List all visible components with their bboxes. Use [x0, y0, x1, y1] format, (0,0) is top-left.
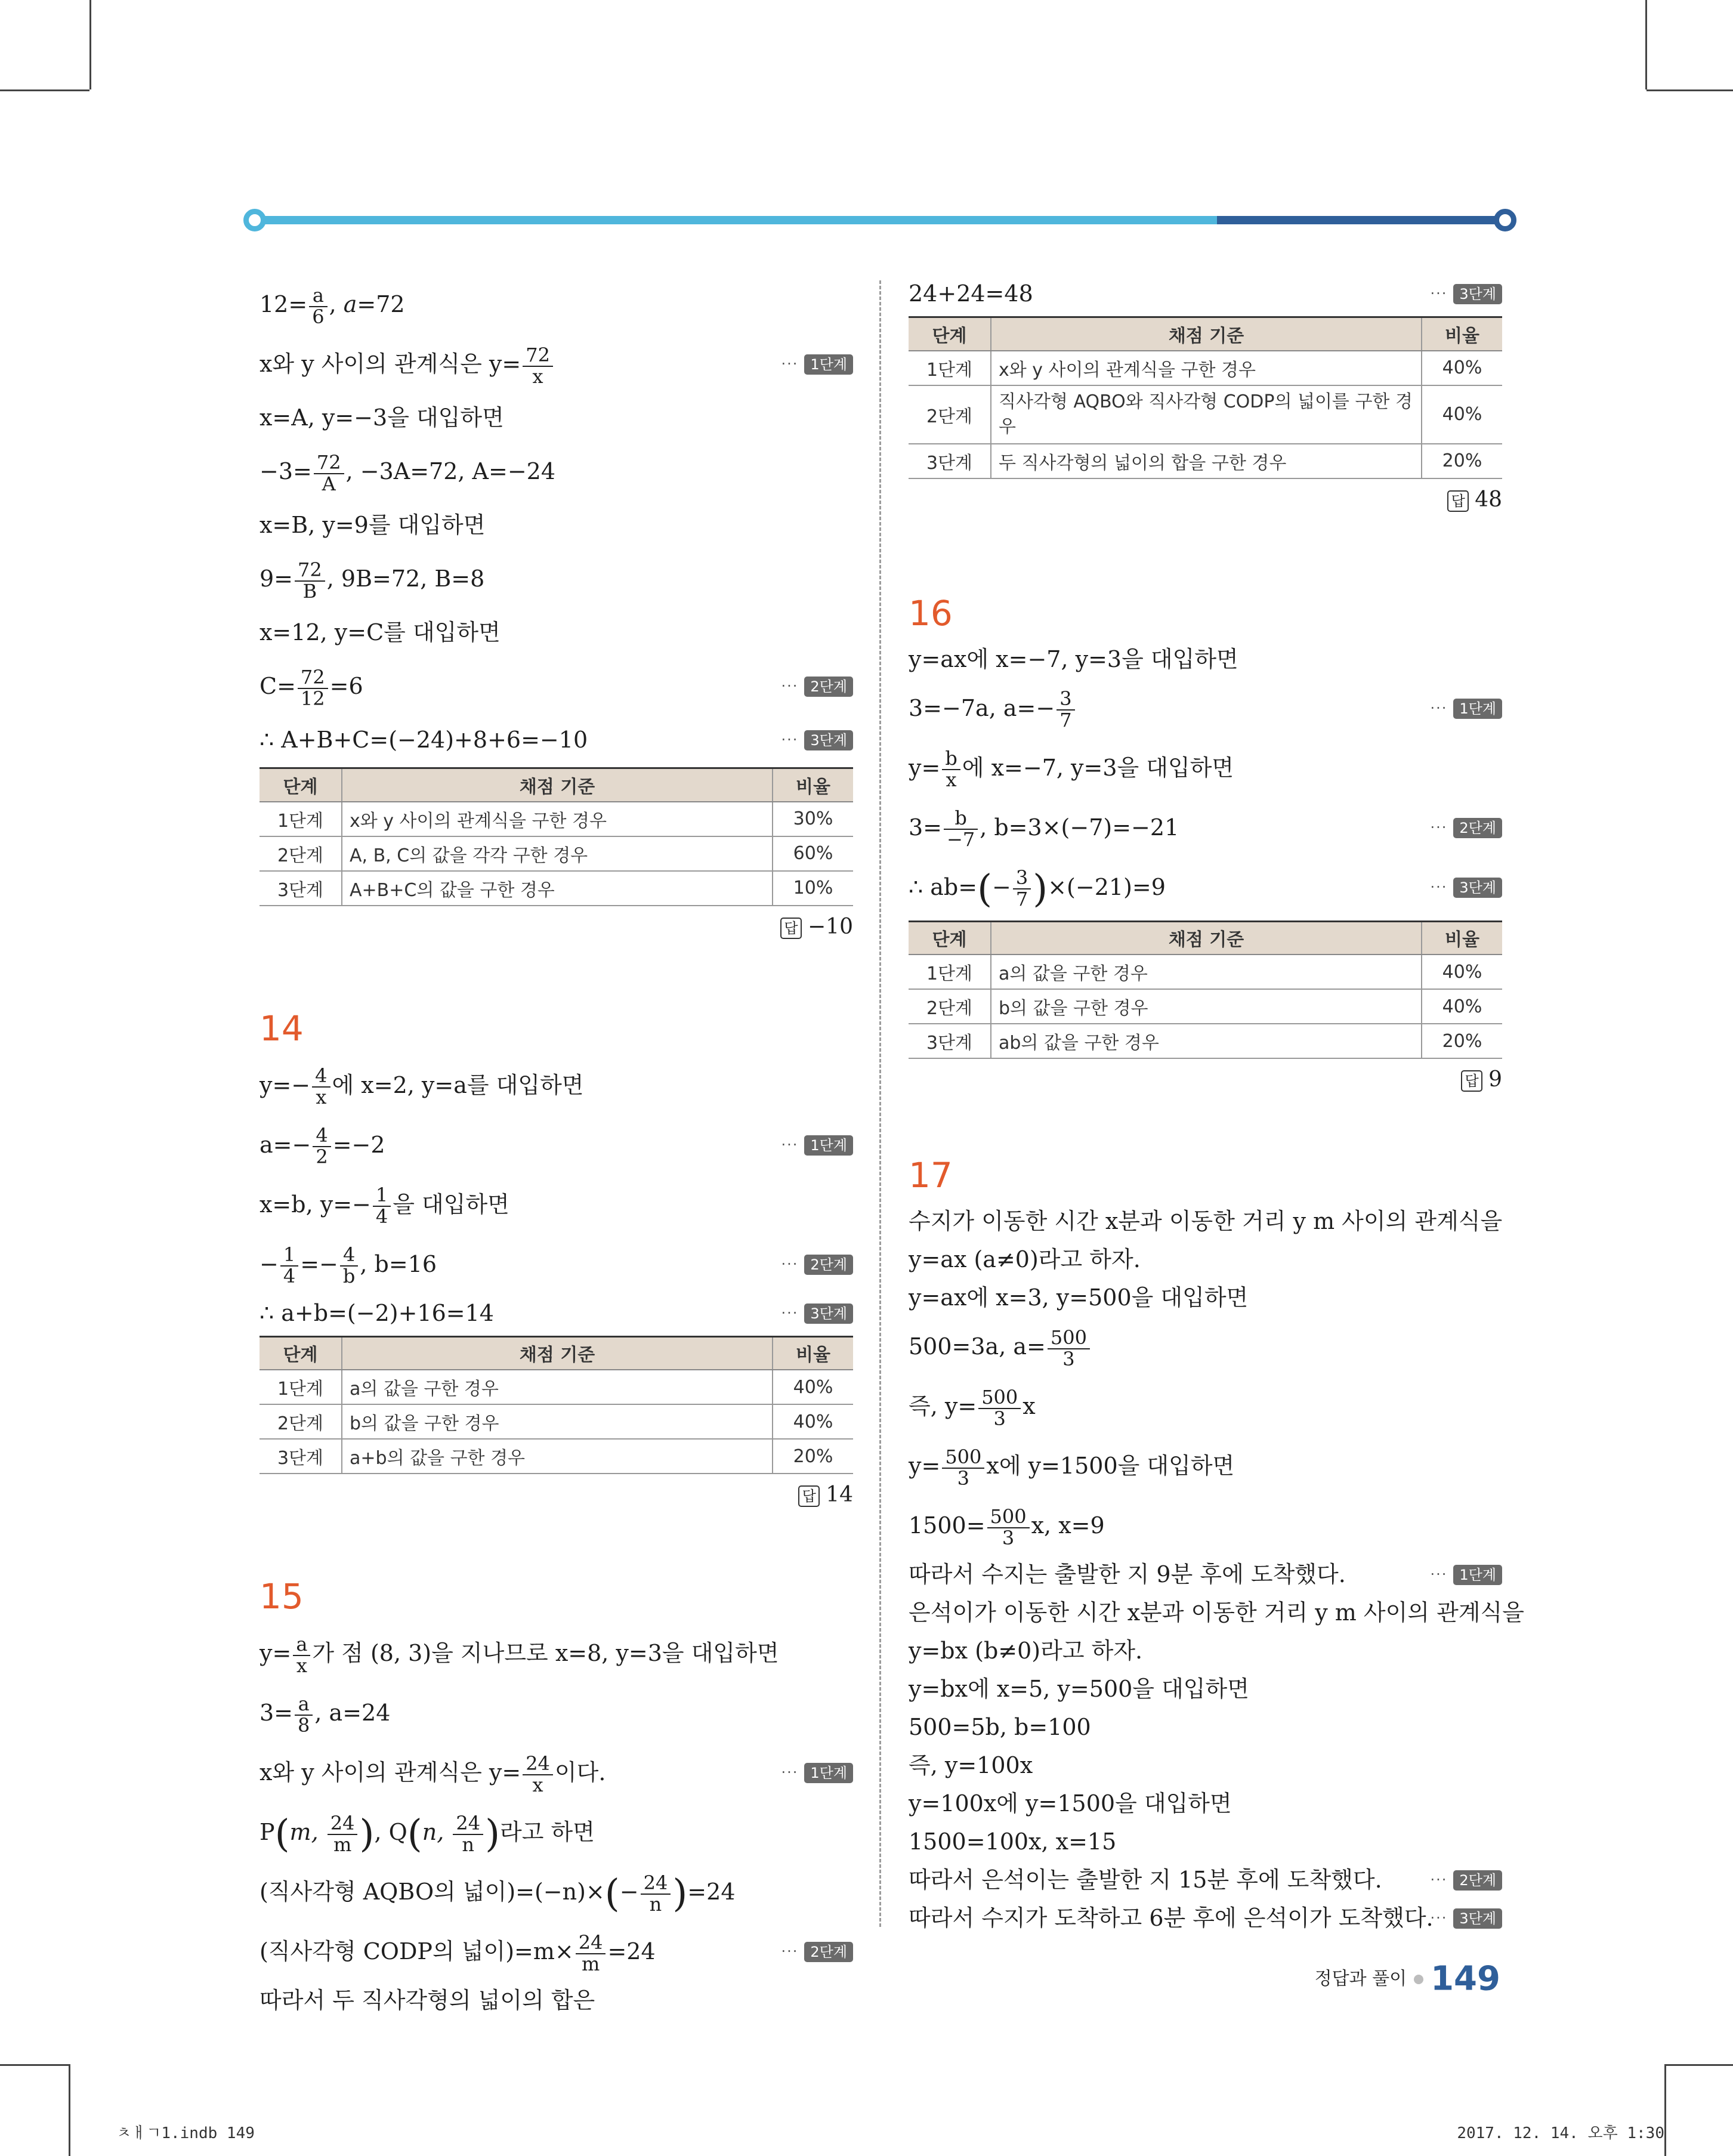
crop-mark	[1664, 2064, 1666, 2156]
solution-line: a=− $\frac{4}{2}$ =−2 ··· 1단계	[260, 1115, 853, 1175]
stage-badge: ··· 2단계	[1430, 1869, 1502, 1891]
fraction: $\frac{a}{8}$	[295, 1694, 313, 1735]
problem-number: 17	[909, 1155, 953, 1196]
table-row: 3단계 A+B+C의 값을 구한 경우 10%	[260, 871, 853, 906]
solution-line: 따라서 수지가 도착하고 6분 후에 은석이가 도착했다. ··· 3단계	[909, 1899, 1502, 1937]
solution-line: 따라서 두 직사각형의 넓이의 합은	[260, 1987, 595, 2013]
stage-badge: ··· 3단계	[781, 729, 853, 750]
answer-icon: 답	[1447, 490, 1469, 512]
table-row: 1단계 x와 y 사이의 관계식을 구한 경우 30%	[260, 802, 853, 836]
fraction: $\frac{500}{3}$	[987, 1507, 1030, 1548]
print-slug-left: ㅊㅐㄱ1.indb 149	[116, 2124, 255, 2142]
problem-number: 14	[260, 1008, 304, 1049]
scoring-table: 단계 채점 기준 비율 1단계 a의 값을 구한 경우 40% 2단계 b의 값을 구한 경우 40% 3단계 a+b의 값을 구한 경우 20%	[260, 1336, 853, 1475]
stage-badge: ··· 3단계	[1430, 876, 1502, 898]
header-bar	[251, 216, 1509, 224]
fraction: $\frac{4}{x}$	[312, 1066, 330, 1107]
answer-icon: 답	[780, 918, 802, 939]
solution-line: 500=5b, b=100	[909, 1714, 1091, 1740]
stage-badge: ··· 1단계	[781, 1134, 853, 1156]
fraction: $\frac{24}{x}$	[523, 1754, 553, 1795]
solution-line: y=ax에 x=−7, y=3을 대입하면	[909, 645, 1238, 672]
fraction: $\frac{24}{m}$	[328, 1814, 358, 1855]
left-column	[260, 274, 853, 2019]
fraction: $\frac{3}{7}$	[1013, 868, 1031, 909]
solution-line: y=bx (b≠0)라고 하자.	[909, 1638, 1143, 1664]
answer-icon: 답	[798, 1485, 820, 1507]
fraction: $\frac{b}{x}$	[942, 749, 960, 790]
solution-line: 수지가 이동한 시간 x분과 이동한 거리 y m 사이의 관계식을	[909, 1208, 1503, 1234]
fraction: $\frac{4}{2}$	[313, 1126, 330, 1167]
fraction: $\frac{3}{7}$	[1057, 689, 1074, 730]
solution-line: x=A, y=−3을 대입하면	[260, 404, 504, 431]
table-row: 3단계 ab의 값을 구한 경우 20%	[909, 1024, 1502, 1058]
solution-line: 즉, y=100x	[909, 1752, 1033, 1778]
crop-mark	[1664, 2064, 1733, 2066]
solution-line: 12= $\frac{a}{6}$ , a=72	[260, 283, 405, 328]
crop-mark	[89, 0, 91, 89]
fraction: $\frac{500}{3}$	[942, 1447, 984, 1488]
solution-line: x와 y 사이의 관계식은 y= $\frac{24}{x}$ 이다. ··· 1단계	[260, 1743, 853, 1802]
table-row: 1단계 x와 y 사이의 관계식을 구한 경우 40%	[909, 351, 1502, 385]
answer-line: 답 48	[909, 479, 1502, 521]
print-slug-right: 2017. 12. 14. 오후 1:30	[1457, 2124, 1664, 2142]
fraction: $\frac{72}{12}$	[298, 668, 328, 709]
solution-line: y= $\frac{a}{x}$ 가 점 (8, 3)을 지나므로 x=8, y=3을 대입하면	[260, 1632, 779, 1677]
solution-line: 3= $\frac{a}{8}$ , a=24	[260, 1692, 391, 1737]
fraction: $\frac{a}{x}$	[293, 1635, 310, 1676]
fraction: $\frac{24}{n}$	[641, 1873, 671, 1914]
solution-line: ∴ A+B+C=(−24)+8+6=−10 ··· 3단계	[260, 716, 853, 764]
fraction: $\frac{24}{n}$	[453, 1814, 483, 1855]
page-footer	[1315, 1958, 1500, 2000]
solution-line: 따라서 은석이는 출발한 지 15분 후에 도착했다. ··· 2단계	[909, 1861, 1502, 1899]
solution-line: P(m, $\frac{24}{m}$ ), Q(n, $\frac{24}{n}$ )라고 하면	[260, 1811, 595, 1857]
table-row: 1단계 a의 값을 구한 경우 40%	[260, 1370, 853, 1404]
answer-line: 답 14	[260, 1474, 853, 1516]
fraction: $\frac{500}{3}$	[1048, 1328, 1090, 1369]
solution-line: y= $\frac{b}{x}$ 에 x=−7, y=3을 대입하면	[909, 747, 1234, 791]
solution-line: 24+24=48 ··· 3단계	[909, 274, 1502, 313]
solution-line: 1500= $\frac{500}{3}$ x, x=9	[909, 1505, 1105, 1549]
crop-mark	[0, 2064, 69, 2066]
table-row: 2단계 b의 값을 구한 경우 40%	[260, 1404, 853, 1439]
solution-line: y= $\frac{500}{3}$ x에 y=1500을 대입하면	[909, 1445, 1235, 1490]
fraction: $\frac{24}{m}$	[576, 1933, 606, 1974]
stage-badge: ··· 3단계	[1430, 1907, 1502, 1929]
answer-line: 답 −10	[260, 906, 853, 948]
answer-icon: 답	[1461, 1070, 1482, 1092]
solution-line: x=b, y=− $\frac{1}{4}$ 을 대입하면	[260, 1184, 509, 1228]
solution-line: 9= $\frac{72}{B}$ , 9B=72, B=8	[260, 558, 485, 603]
scoring-table: 단계 채점 기준 비율 1단계 a의 값을 구한 경우 40% 2단계 b의 값을 구한 경우 40% 3단계 ab의 값을 구한 경우 20%	[909, 921, 1502, 1060]
solution-line: x와 y 사이의 관계식은 y= $\frac{72}{x}$ ··· 1단계	[260, 334, 853, 394]
fraction: $\frac{72}{x}$	[523, 345, 553, 387]
table-row: 3단계 두 직사각형의 넓이의 합을 구한 경우 20%	[909, 444, 1502, 478]
stage-badge: ··· 2단계	[781, 1253, 853, 1275]
fraction: $\frac{1}{4}$	[280, 1245, 298, 1286]
crop-mark	[1646, 89, 1733, 91]
crop-mark	[69, 2064, 70, 2156]
right-column	[909, 274, 1524, 1937]
solution-line: (직사각형 CODP의 넓이)=m× $\frac{24}{m}$ =24 ··· 2단계	[260, 1922, 853, 1981]
crop-mark	[0, 89, 89, 91]
fraction: $\frac{1}{4}$	[373, 1185, 391, 1227]
fraction: $\frac{72}{A}$	[314, 453, 344, 494]
solution-line: x=B, y=9를 대입하면	[260, 512, 486, 538]
scoring-table: 단계 채점 기준 비율 1단계 x와 y 사이의 관계식을 구한 경우 40% 2단계 직사각형 AQBO와 직사각형 CODP의 넓이를 구한 경우 40% 3단계 두 직사각형의 넓이의 합을 구한 경우 20%	[909, 316, 1502, 479]
stage-badge: ··· 1단계	[1430, 697, 1502, 719]
solution-line: C= $\frac{72}{12}$ =6 ··· 2단계	[260, 656, 853, 716]
problem-number: 16	[909, 592, 953, 634]
stage-badge: ··· 3단계	[781, 1302, 853, 1324]
table-row: 3단계 a+b의 값을 구한 경우 20%	[260, 1439, 853, 1474]
page-number: 149	[1431, 1959, 1500, 1999]
fraction: $\frac{a}{6}$	[309, 286, 327, 327]
table-row: 2단계 A, B, C의 값을 각각 구한 경우 60%	[260, 836, 853, 871]
stage-badge: ··· 2단계	[1430, 817, 1502, 838]
solution-line: (직사각형 AQBO의 넓이)=(−n)×(− $\frac{24}{n}$ )=24	[260, 1871, 736, 1916]
solution-line: y=100x에 y=1500을 대입하면	[909, 1790, 1232, 1817]
fraction: $\frac{72}{B}$	[295, 560, 325, 601]
solution-line: 따라서 수지는 출발한 지 9분 후에 도착했다. ··· 1단계	[909, 1555, 1502, 1593]
solution-line: y=− $\frac{4}{x}$ 에 x=2, y=a를 대입하면	[260, 1064, 584, 1108]
answer-line: 답 9	[909, 1059, 1502, 1101]
solution-line: ∴ ab=(− $\frac{3}{7}$ )×(−21)=9 ··· 3단계	[909, 857, 1502, 917]
solution-line: 1500=100x, x=15	[909, 1828, 1117, 1855]
solution-line: 즉, y= $\frac{500}{3}$ x	[909, 1385, 1036, 1430]
footer-label: 정답과 풀이	[1314, 1968, 1407, 1990]
table-row: 2단계 직사각형 AQBO와 직사각형 CODP의 넓이를 구한 경우 40%	[909, 385, 1502, 444]
text-12-eq: 12=	[260, 291, 308, 317]
table-row: 1단계 a의 값을 구한 경우 40%	[909, 955, 1502, 989]
solution-line: 3=−7a, a=− $\frac{3}{7}$ ··· 1단계	[909, 678, 1502, 738]
solution-line: y=ax에 x=3, y=500을 대입하면	[909, 1284, 1249, 1311]
stage-badge: ··· 1단계	[781, 1762, 853, 1783]
problem-number: 15	[260, 1576, 304, 1617]
fraction: $\frac{500}{3}$	[978, 1388, 1021, 1429]
footer-dot	[1414, 1975, 1423, 1984]
solution-line: 3= $\frac{b}{-7}$ , b=3×(−7)=−21 ··· 2단계	[909, 798, 1502, 857]
crop-mark	[1645, 0, 1647, 89]
scoring-table: 단계 채점 기준 비율 1단계 x와 y 사이의 관계식을 구한 경우 30% 2단계 A, B, C의 값을 각각 구한 경우 60% 3단계 A+B+C의 값을 구한 경우 10%	[260, 767, 853, 906]
column-divider	[879, 280, 881, 1927]
stage-badge: ··· 1단계	[1430, 1564, 1502, 1585]
fraction: $\frac{4}{b}$	[340, 1245, 358, 1286]
solution-line: ∴ a+b=(−2)+16=14 ··· 3단계	[260, 1294, 853, 1332]
solution-line: 은석이가 이동한 시간 x분과 이동한 거리 y m 사이의 관계식을	[909, 1599, 1524, 1626]
solution-line: 500=3a, a= $\frac{500}{3}$	[909, 1317, 1502, 1376]
solution-line: y=ax (a≠0)라고 하자.	[909, 1246, 1141, 1272]
stage-badge: ··· 3단계	[1430, 283, 1502, 304]
solution-line: x=12, y=C를 대입하면	[260, 619, 501, 645]
solution-line: − $\frac{1}{4}$ =− $\frac{4}{b}$ , b=16 ··· 2단계	[260, 1234, 853, 1294]
table-row: 2단계 b의 값을 구한 경우 40%	[909, 989, 1502, 1024]
stage-badge: ··· 2단계	[781, 675, 853, 697]
stage-badge: ··· 1단계	[781, 353, 853, 375]
stage-badge: ··· 2단계	[781, 1941, 853, 1962]
solution-line: −3= $\frac{72}{A}$ , −3A=72, A=−24	[260, 450, 556, 495]
fraction: $\frac{b}{-7}$	[944, 808, 978, 850]
solution-line: y=bx에 x=5, y=500을 대입하면	[909, 1676, 1249, 1702]
